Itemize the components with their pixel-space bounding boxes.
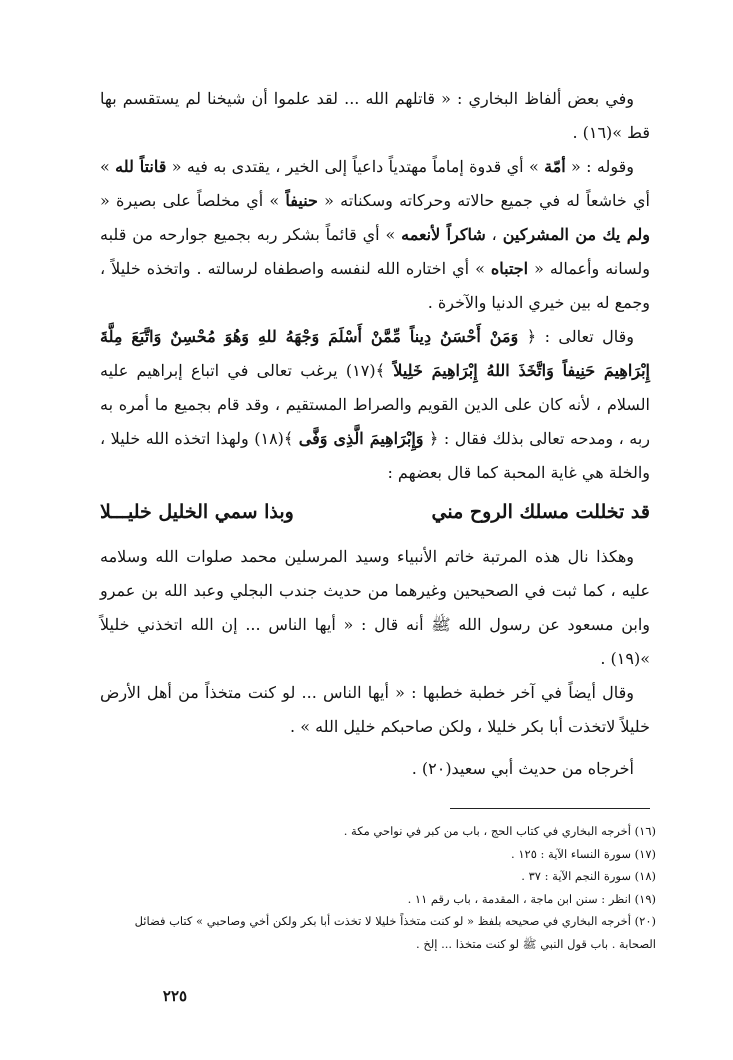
paragraph-1 bbox=[100, 82, 650, 150]
footnote-19: (١٩) انظر : سنن ابن ماجة ، المقدمة ، باب رقم ١١ . bbox=[407, 891, 656, 906]
term-hanif: حنيفاً bbox=[285, 191, 318, 210]
paragraph-1-text: وفي بعض ألفاظ البخاري : « قاتلهم الله ... لقد علموا أن شيخنا لم يستقسم بها قط »(١٦) . bbox=[100, 89, 650, 142]
paragraph-3 bbox=[100, 320, 650, 490]
term-ijtabah: اجتباه bbox=[490, 259, 529, 278]
footnotes bbox=[96, 820, 656, 955]
quran-verse-najm: وَإِبْرَاهِيمَ الَّذِى وَفَّى bbox=[298, 429, 424, 448]
paragraph-2 bbox=[100, 150, 650, 320]
paragraph-5-text: وقال أيضاً في آخر خطبة خطبها : « أيها الناس ... لو كنت متخذاً من أهل الأرض خليلاً لاتخذت أبا بكر خليلا ، ولكن صاحبكم خليل الله » . bbox=[100, 683, 650, 736]
term-qanit: قانتاً لله bbox=[115, 157, 167, 176]
paragraph-4 bbox=[100, 540, 650, 676]
footnote-divider bbox=[450, 808, 650, 809]
term-umma: أمّة bbox=[544, 157, 566, 176]
quran-verse-nisa: وَمَنْ أَحْسَنُ دِيناً مِّمَّنْ أَسْلَمَ وَجْهَهُ للهِ وَهُوَ مُحْسِنٌ وَاتَّبَعَ مِلَّةَ إِبْرَاهِيمَ حَنِيفاً وَاتَّخَذَ اللهُ إِبْرَاهِيمَ خَلِيلاً bbox=[100, 327, 651, 380]
verse-first-hemistich: قد تخللت مسلك الروح مني bbox=[431, 501, 650, 523]
footnote-18: (١٨) سورة النجم الآية : ٣٧ . bbox=[521, 869, 656, 883]
footnote-16: (١٦) أخرجه البخاري في كتاب الحج ، باب من كبر في نواحي مكة . bbox=[343, 824, 656, 838]
footnote-20: (٢٠) أخرجه البخاري في صحيحه بلفظ « لو كنت متخذاً خليلا لا تخذت أبا بكر ولكن أخي وصاحبي » كتاب فضائل الصحابة . باب قول النبي ﷺ لو كنت متخذا ... إلخ . bbox=[134, 914, 656, 951]
paragraph-6-text: أخرجاه من حديث أبي سعيد(٢٠) . bbox=[411, 759, 634, 778]
page-number: ٢٢٥ bbox=[162, 987, 188, 1005]
term-mushrikin: ولم يك من المشركين bbox=[502, 225, 650, 244]
paragraph-5 bbox=[100, 676, 650, 744]
paragraph-3-text: وقال تعالى : ﴿ وَمَنْ أَحْسَنُ دِيناً مِّمَّنْ أَسْلَمَ وَجْهَهُ للهِ وَهُوَ مُحْسِنٌ وَاتَّبَعَ مِلَّةَ إِبْرَاهِيمَ حَنِيفاً وَاتَّخَذَ اللهُ إِبْرَاهِيمَ خَلِيلاً ﴾(١٧) يرغب تعالى في اتباع إبراهيم عليه السلام ، لأنه كان على الدين القويم والصراط المستقيم ، وقد قام بجميع ما أمره به ربه ، ومدحه تعالى بذلك فقال : ﴿ وَإِبْرَاهِيمَ الَّذِى وَفَّى ﴾(١٨) ولهذا اتخذه الله خليلا ، والخلة هي غاية المحبة كما قال بعضهم : bbox=[100, 327, 651, 482]
paragraph-4-text: وهكذا نال هذه المرتبة خاتم الأنبياء وسيد المرسلين محمد صلوات الله وسلامه عليه ، كما ثبت في الصحيحين وغيرهما من حديث جندب البجلي وعبد الله بن عمرو وابن مسعود عن رسول الله ﷺ أنه قال : « أيها الناس ... إن الله اتخذني خليلاً »(١٩) . bbox=[100, 547, 650, 668]
footnote-17: (١٧) سورة النساء الآية : ١٢٥ . bbox=[511, 846, 656, 861]
paragraph-2-text: وقوله : « أمّة » أي قدوة إماماً مهتدياً داعياً إلى الخير ، يقتدى به فيه « قانتاً لله » أي خاشعاً له في جميع حالاته وحركاته وسكناته « حنيفاً » أي مخلصاً على بصيرة « ولم يك من المشركين ، شاكراً لأنعمه » أي قائماً بشكر ربه بجميع جوارحه من قلبه ولسانه وأعماله « اجتباه » أي اختاره الله لنفسه واصطفاه لرسالته . واتخذه خليلاً ، وجمع له بين خيري الدنيا والآخرة . bbox=[100, 157, 650, 312]
verse-second-hemistich: وبذا سمي الخليل خليـــلا bbox=[100, 501, 294, 523]
term-shakir: شاكراً لأنعمه bbox=[401, 225, 486, 244]
paragraph-6 bbox=[100, 752, 650, 786]
